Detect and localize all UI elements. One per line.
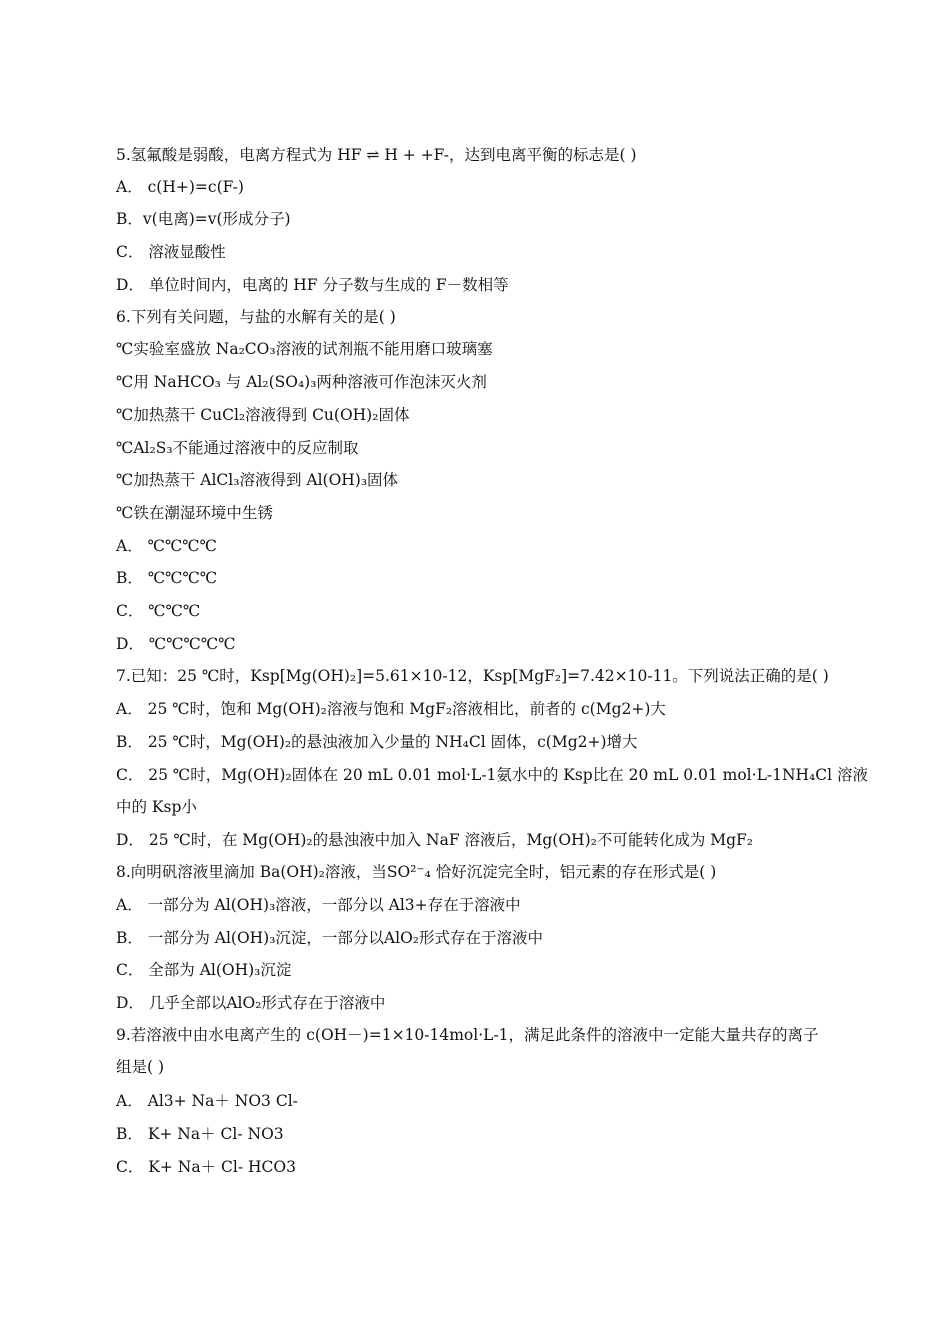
option-7d: D． 25 ℃时，在 Mg(OH)₂的悬浊液中加入 NaF 溶液后，Mg(OH)₂不可能转化成为 MgF₂ (116, 831, 754, 849)
option-7b: B． 25 ℃时，Mg(OH)₂的悬浊液加入少量的 NH₄Cl 固体，c(Mg2+)增大 (116, 733, 638, 751)
option-9a: A． Al3+ Na＋ NO3 Cl- (116, 1092, 298, 1110)
option-5b: B．v(电离)=v(形成分子) (116, 210, 291, 228)
question-9: 9.若溶液中由水电离产生的 c(OH－)=1×10-14mol·L-1，满足此条件的溶液中一定能大量共存的离子 (116, 1026, 819, 1044)
option-6c: C． ℃℃℃ (116, 602, 201, 620)
option-7c: C． 25 ℃时，Mg(OH)₂固体在 20 mL 0.01 mol·L-1氨水中的 Ksp比在 20 mL 0.01 mol·L-1NH₄Cl 溶液 (116, 766, 869, 784)
question-7: 7.已知：25 ℃时，Ksp[Mg(OH)₂]=5.61×10-12，Ksp[MgF₂]=7.42×10-11。下列说法正确的是( ) (116, 667, 829, 685)
question-6: 6.下列有关问题，与盐的水解有关的是( ) (116, 308, 396, 326)
option-7c-cont: 中的 Ksp小 (116, 798, 197, 816)
question-8: 8.向明矾溶液里滴加 Ba(OH)₂溶液，当SO²⁻₄ 恰好沉淀完全时，铝元素的存在形式是( ) (116, 863, 717, 881)
question-9-cont: 组是( ) (116, 1058, 165, 1076)
option-8b: B． 一部分为 Al(OH)₃沉淀，一部分以AlO₂形式存在于溶液中 (116, 929, 544, 947)
item-6-1: ℃实验室盛放 Na₂CO₃溶液的试剂瓶不能用磨口玻璃塞 (116, 340, 493, 358)
option-5c: C． 溶液显酸性 (116, 243, 226, 261)
option-6a: A． ℃℃℃℃ (116, 537, 217, 555)
item-6-4: ℃Al₂S₃不能通过溶液中的反应制取 (116, 439, 359, 457)
option-5d: D． 单位时间内，电离的 HF 分子数与生成的 F－数相等 (116, 276, 509, 294)
item-6-2: ℃用 NaHCO₃ 与 Al₂(SO₄)₃两种溶液可作泡沫灭火剂 (116, 373, 487, 391)
item-6-6: ℃铁在潮湿环境中生锈 (116, 504, 273, 522)
option-7a: A． 25 ℃时，饱和 Mg(OH)₂溶液与饱和 MgF₂溶液相比，前者的 c(Mg2+)大 (116, 700, 666, 718)
option-9c: C． K+ Na＋ Cl- HCO3 (116, 1158, 296, 1176)
option-6b: B． ℃℃℃℃ (116, 569, 218, 587)
option-9b: B． K+ Na＋ Cl- NO3 (116, 1125, 284, 1143)
option-6d: D． ℃℃℃℃℃ (116, 635, 236, 653)
option-5a: A． c(H+)=c(F-) (116, 178, 244, 196)
item-6-3: ℃加热蒸干 CuCl₂溶液得到 Cu(OH)₂固体 (116, 406, 410, 424)
item-6-5: ℃加热蒸干 AlCl₃溶液得到 Al(OH)₃固体 (116, 471, 399, 489)
option-8d: D． 几乎全部以AlO₂形式存在于溶液中 (116, 994, 386, 1012)
option-8a: A． 一部分为 Al(OH)₃溶液，一部分以 Al3+存在于溶液中 (116, 896, 521, 914)
question-5: 5.氢氟酸是弱酸，电离方程式为 HF ⇌ H + +F-，达到电离平衡的标志是( ) (116, 146, 637, 164)
option-8c: C． 全部为 Al(OH)₃沉淀 (116, 961, 292, 979)
